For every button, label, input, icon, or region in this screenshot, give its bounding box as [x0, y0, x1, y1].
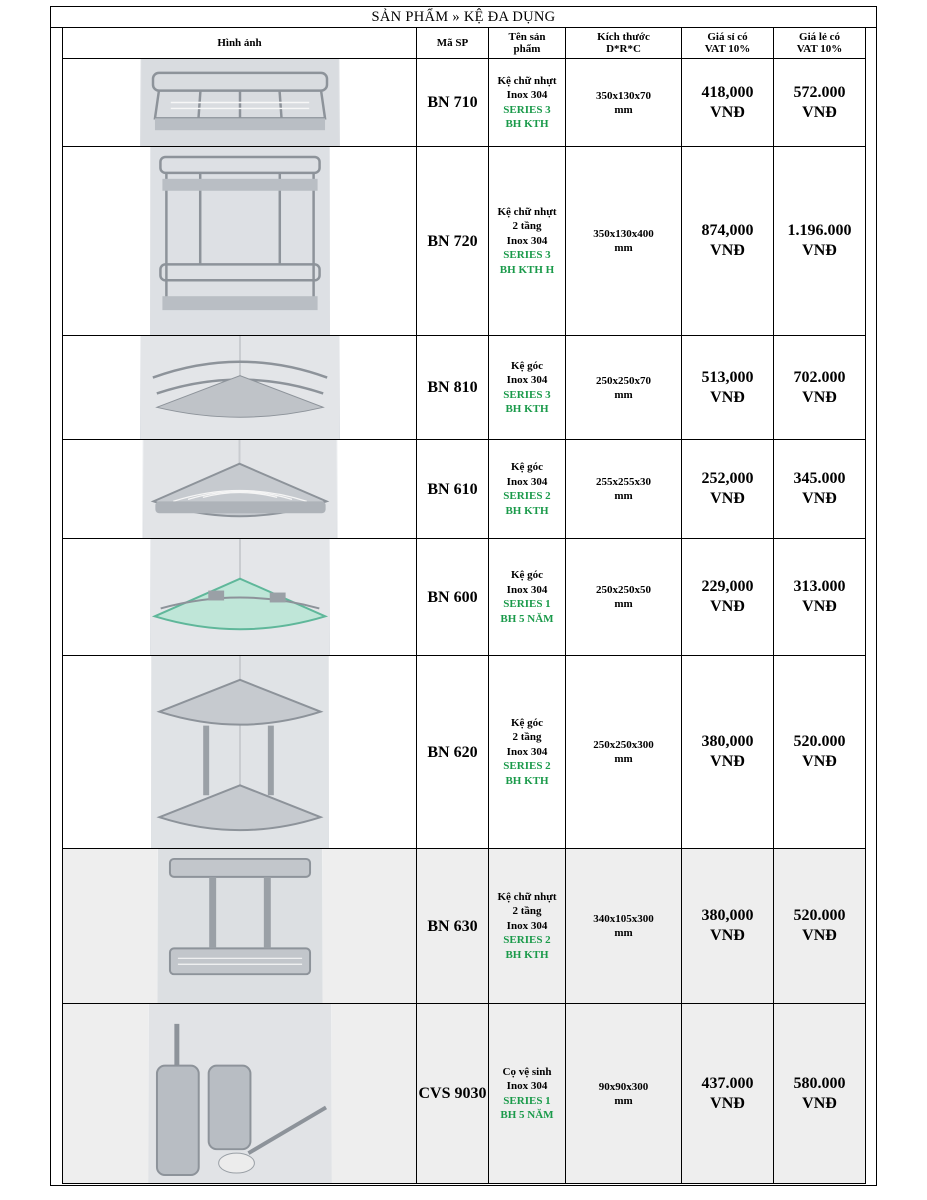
- product-series-line: BH KTH: [505, 774, 549, 787]
- corner-basket-2-tier-photo: [151, 656, 329, 848]
- wholesale-currency: VNĐ: [710, 242, 745, 259]
- wholesale-price: [682, 577, 773, 617]
- retail-currency: VNĐ: [802, 490, 837, 507]
- retail-currency: VNĐ: [802, 927, 837, 944]
- product-dim-value: 250x250x50: [596, 584, 651, 596]
- product-code: BN 710: [427, 94, 478, 111]
- product-series-line: SERIES 3: [503, 249, 551, 262]
- product-dimensions-cell: [566, 849, 682, 1004]
- product-dimensions-cell: [566, 336, 682, 440]
- product-image-cell: [63, 147, 417, 336]
- retail-price-cell: [774, 656, 866, 849]
- product-image-cell: [63, 539, 417, 656]
- retail-price: [774, 83, 865, 123]
- header-name: [489, 28, 566, 59]
- product-name-cell: [489, 59, 566, 147]
- wholesale-price: [682, 906, 773, 946]
- product-code: CVS 9030: [418, 1085, 487, 1102]
- product-name-cell: [489, 440, 566, 539]
- wholesale-price-value: 437.000: [701, 1074, 754, 1092]
- product-series-line: BH KTH: [505, 118, 549, 130]
- retail-price-value: 1.196.000: [787, 222, 852, 239]
- product-code-cell: [417, 849, 489, 1004]
- retail-price-value: 702.000: [793, 368, 846, 386]
- wholesale-price-cell: [682, 147, 774, 336]
- wholesale-price-cell: [682, 440, 774, 539]
- retail-currency: VNĐ: [802, 388, 837, 406]
- retail-price: [774, 368, 865, 408]
- product-dimensions: [566, 583, 681, 611]
- product-dim-unit: mm: [614, 490, 633, 502]
- retail-price-value: 580.000: [793, 1074, 846, 1092]
- product-name: [489, 460, 565, 518]
- wholesale-currency: VNĐ: [710, 753, 745, 770]
- retail-price-cell: [774, 849, 866, 1004]
- retail-price: [774, 732, 865, 772]
- product-code-cell: [417, 656, 489, 849]
- product-code: BN 720: [427, 232, 478, 250]
- product-dimensions: [566, 1080, 681, 1108]
- wholesale-price: [682, 469, 773, 509]
- product-dim-value: 250x250x70: [596, 374, 651, 387]
- wholesale-price-cell: [682, 336, 774, 440]
- product-row: [63, 147, 866, 336]
- product-name-line: Inox 304: [506, 919, 548, 932]
- product-name-line: Inox 304: [506, 374, 548, 386]
- rect-shelf-2-tier-photo: [150, 147, 330, 335]
- product-name-line: Kệ chữ nhựt: [497, 205, 557, 218]
- retail-currency: VNĐ: [802, 598, 837, 615]
- wholesale-price-value: 380,000: [701, 907, 754, 924]
- product-series-line: BH KTH: [505, 504, 549, 517]
- header-dim-line2: D*R*C: [606, 43, 641, 55]
- product-dimensions-cell: [566, 440, 682, 539]
- retail-price-cell: [774, 59, 866, 147]
- product-series-line: SERIES 1: [503, 598, 551, 610]
- retail-price-value: 520.000: [793, 907, 846, 924]
- product-image-cell: [63, 849, 417, 1004]
- wholesale-currency: VNĐ: [710, 490, 745, 507]
- header-dimensions: [566, 28, 682, 59]
- wholesale-price: [682, 732, 773, 772]
- header-retail: [774, 28, 866, 59]
- product-row: [63, 656, 866, 849]
- wholesale-price: [682, 368, 773, 408]
- product-dimensions-cell: [566, 539, 682, 656]
- retail-price-cell: [774, 1004, 866, 1184]
- retail-price: [774, 221, 865, 261]
- product-name-line: Kệ góc: [510, 569, 544, 581]
- product-dim-value: 350x130x400: [593, 228, 654, 240]
- product-row: [63, 336, 866, 440]
- wholesale-price-value: 418,000: [701, 83, 754, 101]
- product-code: BN 620: [427, 743, 478, 761]
- product-name-cell: [489, 1004, 566, 1184]
- product-image-cell: [63, 59, 417, 147]
- product-dim-unit: mm: [614, 753, 633, 765]
- wholesale-price-cell: [682, 59, 774, 147]
- product-row: [63, 440, 866, 539]
- retail-currency: VNĐ: [802, 753, 837, 770]
- wholesale-price: [682, 83, 773, 123]
- product-dim-unit: mm: [614, 103, 633, 116]
- header-name-line2: phẩm: [513, 43, 541, 55]
- product-series-line: BH 5 NĂM: [500, 612, 554, 625]
- product-dimensions-cell: [566, 59, 682, 147]
- retail-price-value: 572.000: [793, 83, 846, 101]
- corner-shelf-rail-photo: [140, 336, 340, 439]
- product-series-line: BH KTH: [505, 948, 549, 961]
- product-name: [489, 1065, 565, 1123]
- retail-price: [774, 1074, 865, 1114]
- retail-price: [774, 577, 865, 617]
- product-name-line: Kệ góc: [510, 461, 544, 473]
- wholesale-price-value: 513,000: [701, 368, 754, 386]
- product-series-line: BH KTH: [505, 403, 549, 415]
- product-name-line: Inox 304: [506, 475, 548, 488]
- product-name-line: Inox 304: [506, 745, 548, 758]
- product-image-cell: [63, 656, 417, 849]
- toilet-brush-set-photo: [148, 1004, 331, 1183]
- product-series-line: SERIES 1: [503, 1094, 551, 1107]
- retail-price: [774, 469, 865, 509]
- product-series-line: SERIES 3: [503, 103, 551, 116]
- product-name-line: 2 tầng: [512, 905, 542, 918]
- product-image-cell: [63, 440, 417, 539]
- header-code: Mã SP: [417, 28, 489, 59]
- wholesale-price-value: 252,000: [701, 470, 754, 487]
- wholesale-price-value: 874,000: [701, 222, 754, 239]
- retail-currency: VNĐ: [802, 1094, 837, 1112]
- retail-price-cell: [774, 147, 866, 336]
- product-dimensions: [566, 738, 681, 766]
- product-code: BN 630: [427, 917, 478, 935]
- product-code-cell: [417, 440, 489, 539]
- product-name-line: Kệ góc: [510, 716, 544, 729]
- product-name: [489, 716, 565, 789]
- wholesale-price-cell: [682, 849, 774, 1004]
- product-image-cell: [63, 1004, 417, 1184]
- product-name: [489, 359, 565, 417]
- product-code: BN 610: [427, 480, 478, 498]
- wholesale-price-value: 229,000: [701, 578, 754, 595]
- wholesale-currency: VNĐ: [710, 598, 745, 615]
- wholesale-price-cell: [682, 656, 774, 849]
- product-dimensions: [566, 475, 681, 503]
- product-image-cell: [63, 336, 417, 440]
- product-row: [63, 59, 866, 147]
- wholesale-currency: VNĐ: [710, 1094, 745, 1112]
- retail-price-value: 520.000: [793, 733, 846, 750]
- product-name-line: Kệ chữ nhựt: [497, 74, 557, 87]
- product-dim-value: 255x255x30: [596, 476, 651, 488]
- product-name-cell: [489, 147, 566, 336]
- product-dim-value: 90x90x300: [598, 1080, 649, 1093]
- product-code: BN 600: [427, 588, 478, 606]
- product-series-line: SERIES 2: [503, 490, 551, 502]
- header-dim-line1: Kích thước: [597, 31, 650, 43]
- retail-price-value: 345.000: [793, 470, 846, 487]
- corner-glass-shelf-photo: [150, 539, 330, 655]
- product-name-line: 2 tầng: [512, 220, 542, 233]
- product-name-line: Inox 304: [506, 89, 548, 101]
- product-dim-unit: mm: [614, 927, 633, 939]
- rect-basket-2-tier-photo: [157, 849, 322, 1003]
- retail-price-cell: [774, 539, 866, 656]
- header-wholesale-line2: VAT 10%: [704, 43, 751, 55]
- product-name-cell: [489, 336, 566, 440]
- header-retail-line1: Giá lẻ có: [799, 31, 840, 43]
- wholesale-price-cell: [682, 1004, 774, 1184]
- product-name-cell: [489, 539, 566, 656]
- retail-price-value: 313.000: [793, 578, 846, 595]
- wholesale-currency: VNĐ: [710, 388, 745, 406]
- corner-wire-basket-photo: [142, 440, 337, 538]
- table-header-row: [63, 28, 866, 59]
- wholesale-price: [682, 1074, 773, 1114]
- product-dimensions: [566, 89, 681, 117]
- product-dimensions: [566, 912, 681, 940]
- header-retail-line2: VAT 10%: [796, 43, 843, 55]
- retail-price-cell: [774, 336, 866, 440]
- wholesale-price-cell: [682, 539, 774, 656]
- product-series-line: SERIES 2: [503, 934, 551, 947]
- product-name: [489, 205, 565, 278]
- product-dim-value: 350x130x70: [596, 89, 651, 102]
- product-series-line: SERIES 2: [503, 760, 551, 773]
- retail-price: [774, 906, 865, 946]
- product-series-line: SERIES 3: [503, 388, 551, 401]
- wholesale-currency: VNĐ: [710, 103, 745, 121]
- product-row: [63, 849, 866, 1004]
- product-dim-unit: mm: [614, 242, 633, 254]
- product-name-line: Cọ vệ sinh: [502, 1065, 552, 1078]
- product-dimensions-cell: [566, 147, 682, 336]
- product-code-cell: [417, 539, 489, 656]
- product-name: [489, 74, 565, 132]
- product-series-line: BH KTH H: [499, 263, 555, 276]
- product-code-cell: [417, 59, 489, 147]
- header-wholesale-line1: Giá sỉ có: [707, 31, 748, 43]
- wholesale-price-value: 380,000: [701, 733, 754, 750]
- product-name-line: Inox 304: [506, 1080, 548, 1092]
- product-code: BN 810: [427, 379, 478, 396]
- product-name: [489, 568, 565, 626]
- product-dimensions: [566, 374, 681, 402]
- product-dimensions-cell: [566, 1004, 682, 1184]
- page-title: SẢN PHẨM » KỆ ĐA DỤNG: [51, 7, 876, 28]
- product-row: [63, 539, 866, 656]
- product-dim-unit: mm: [614, 1094, 633, 1107]
- wholesale-currency: VNĐ: [710, 927, 745, 944]
- product-row: [63, 1004, 866, 1184]
- product-name-cell: [489, 849, 566, 1004]
- product-name-line: Inox 304: [506, 234, 548, 247]
- retail-currency: VNĐ: [802, 103, 837, 121]
- retail-price-cell: [774, 440, 866, 539]
- product-name-line: 2 tầng: [512, 731, 542, 744]
- rect-shelf-1-tier-photo: [140, 59, 340, 146]
- product-name-line: Kệ chữ nhựt: [497, 890, 557, 903]
- product-dimensions-cell: [566, 656, 682, 849]
- header-name-line1: Tên sản: [508, 31, 546, 43]
- product-dim-unit: mm: [614, 388, 633, 401]
- product-name-cell: [489, 656, 566, 849]
- product-name-line: Inox 304: [506, 583, 548, 596]
- product-dimensions: [566, 227, 681, 255]
- product-name-line: Kệ góc: [510, 359, 544, 372]
- product-dim-unit: mm: [614, 598, 633, 610]
- product-name: [489, 890, 565, 963]
- header-wholesale: [682, 28, 774, 59]
- wholesale-price: [682, 221, 773, 261]
- retail-currency: VNĐ: [802, 242, 837, 259]
- product-code-cell: [417, 336, 489, 440]
- product-dim-value: 340x105x300: [593, 913, 654, 925]
- product-series-line: BH 5 NĂM: [500, 1109, 554, 1121]
- product-table: [62, 27, 866, 1184]
- product-code-cell: [417, 147, 489, 336]
- product-code-cell: [417, 1004, 489, 1184]
- product-dim-value: 250x250x300: [593, 739, 654, 751]
- header-image: Hình ảnh: [63, 28, 417, 59]
